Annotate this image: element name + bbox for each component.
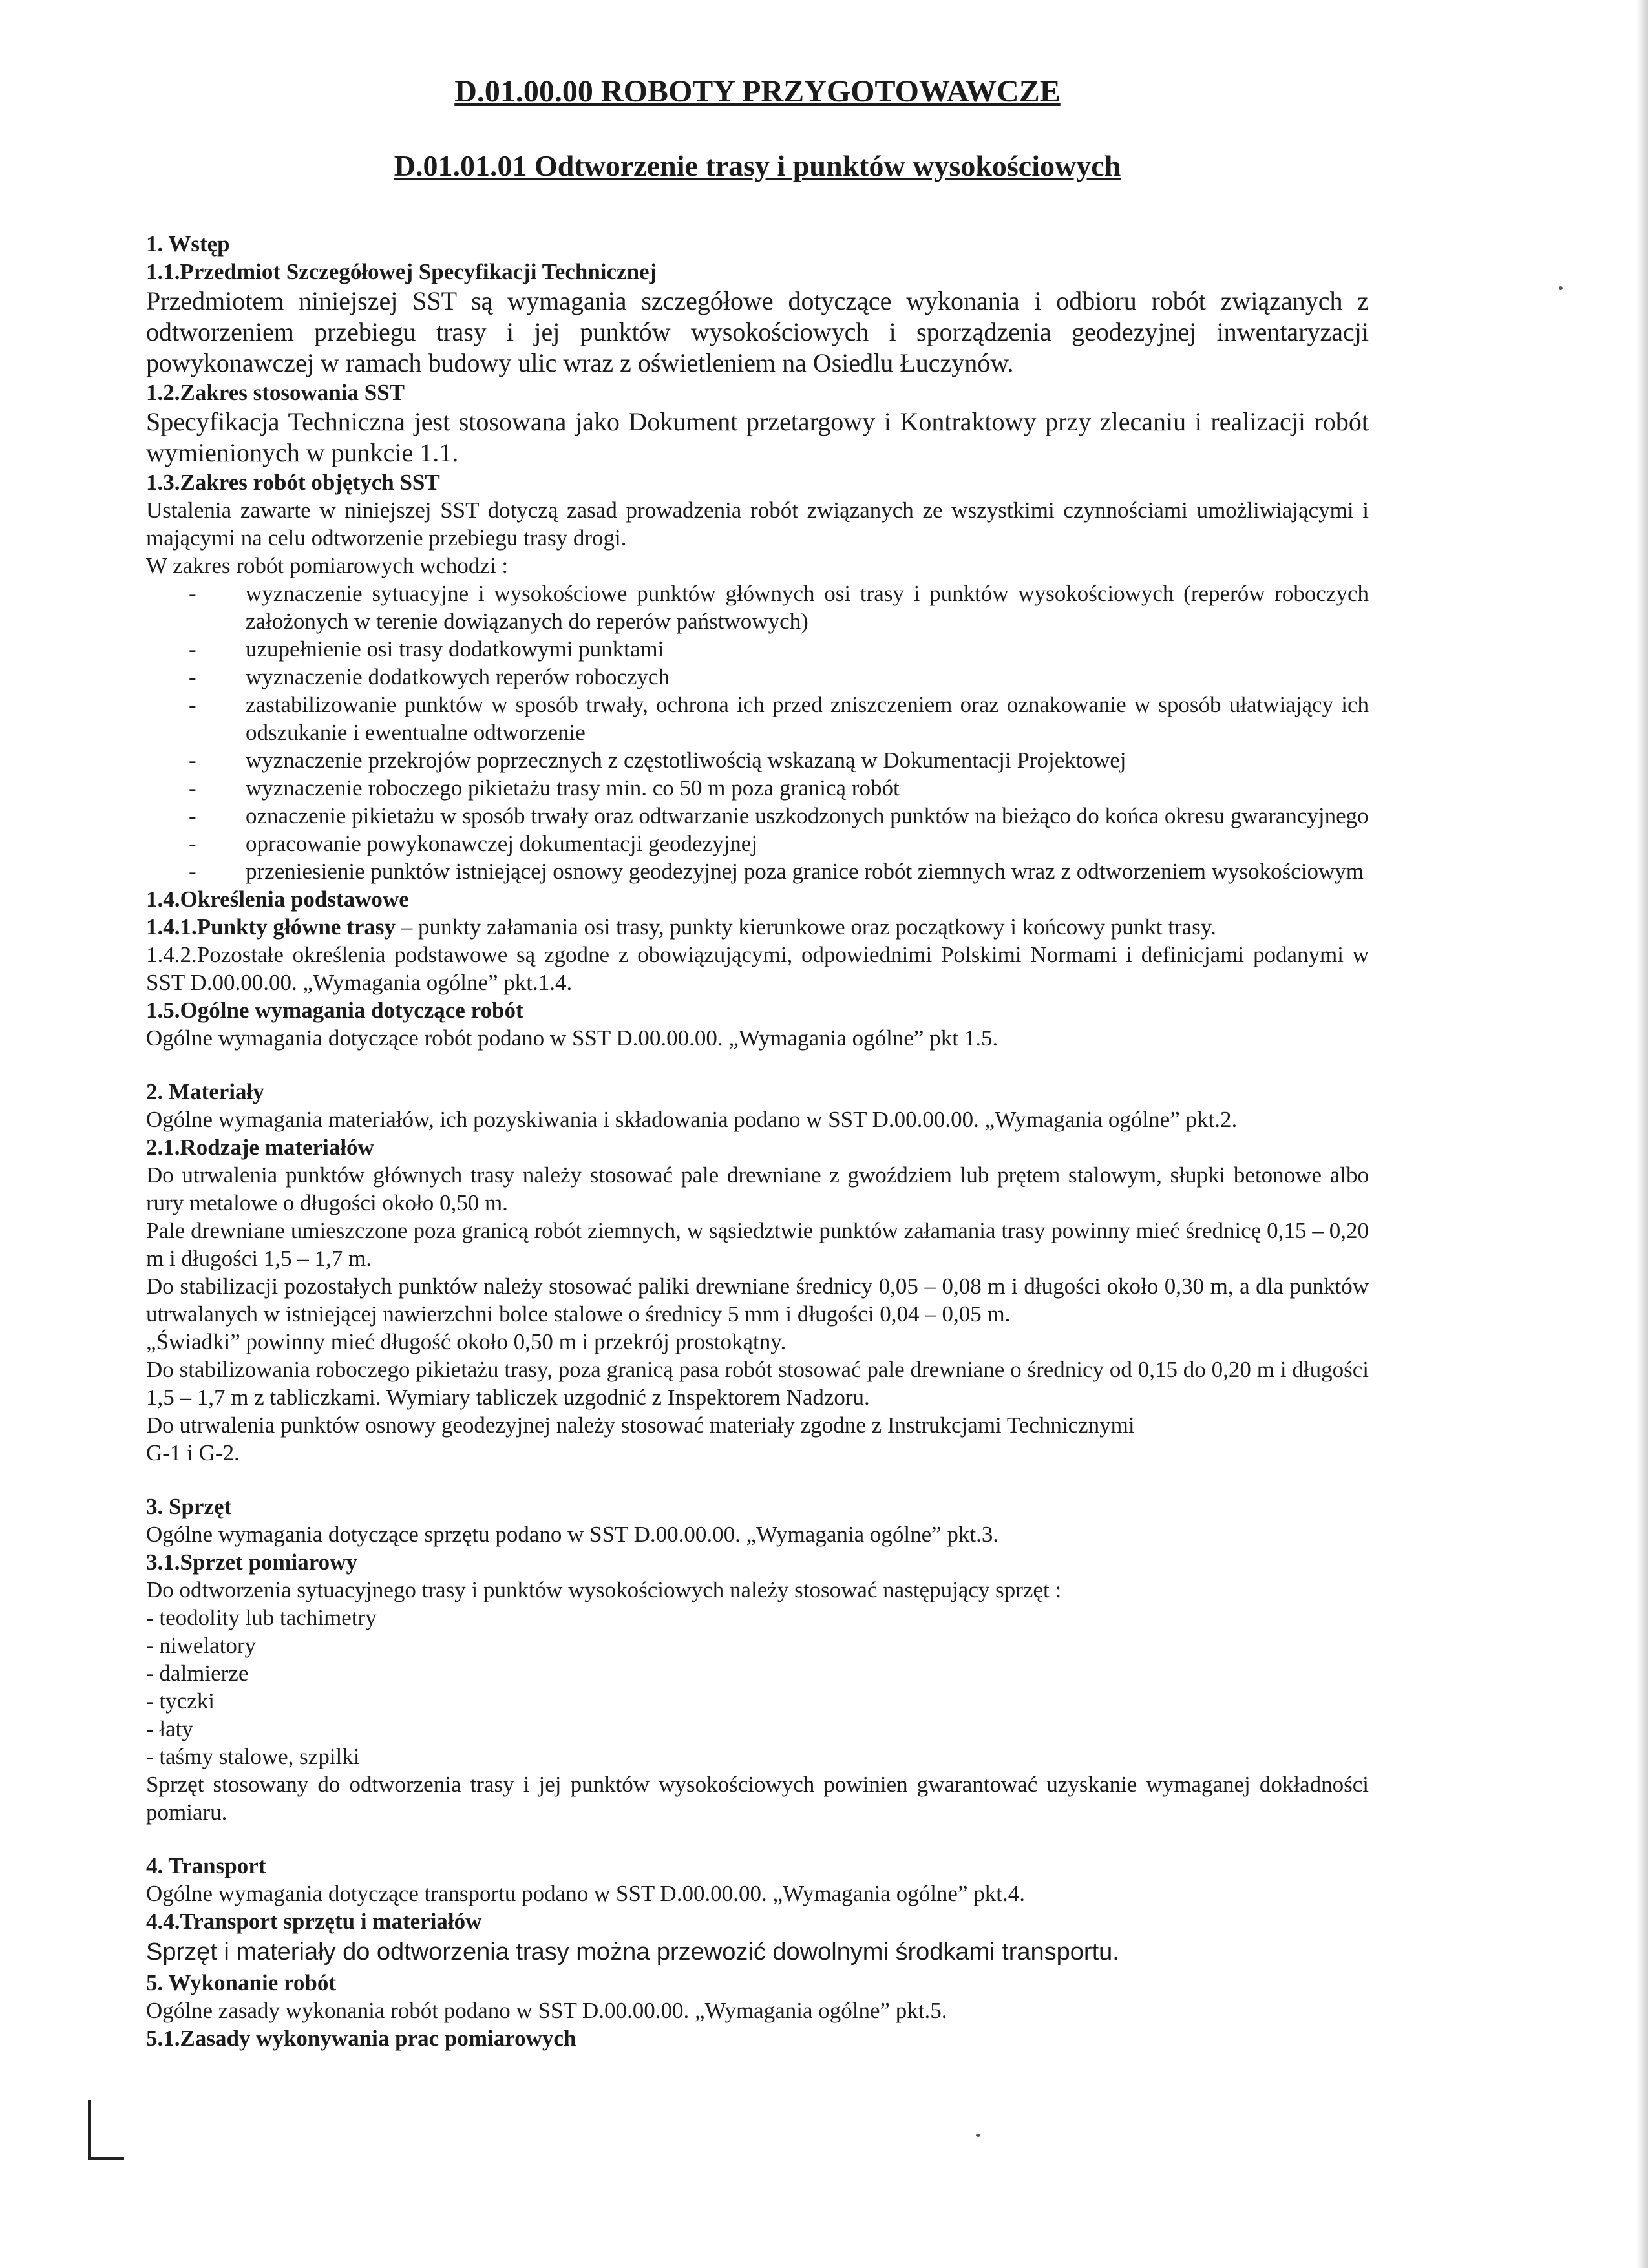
section-1-heading: 1. Wstęp <box>146 231 230 257</box>
section-2-1-paragraph: G-1 i G-2. <box>146 1440 240 1465</box>
section-1-3-heading: 1.3.Zakres robót objętych SST <box>146 470 440 495</box>
list-item: - tyczki <box>146 1688 215 1714</box>
section-3-heading: 3. Sprzęt <box>146 1494 232 1519</box>
list-item: - opracowanie powykonawczej dokumentacji geodezyjnej <box>146 830 1369 857</box>
list-item: - niwelatory <box>146 1633 257 1658</box>
section-3-text: Ogólne wymagania dotyczące sprzętu podano w SST D.00.00.00. „Wymagania ogólne” pkt.3. <box>146 1522 999 1547</box>
scan-corner-mark <box>88 2100 91 2159</box>
list-item: - wyznaczenie dodatkowych reperów roboczych <box>146 663 1369 691</box>
section-2-1-paragraph: Do utrwalenia punktów osnowy geodezyjnej należy stosować materiały zgodne z Instrukcjami Technicznymi <box>146 1412 1135 1438</box>
section-1-3-intro: W zakres robót pomiarowych wchodzi : <box>146 553 509 578</box>
section-2-1-paragraph: Do stabilizacji pozostałych punktów należy stosować paliki drewniane średnicy 0,05 – 0,08 m i długości około 0,30 m, a dla punktów utrwalanych w istniejącej nawierzchni bolce stalowe o średnicy 5 mm i długości 0,04 – 0,05 m. <box>146 1274 1369 1327</box>
section-1-1-heading: 1.1.Przedmiot Szczegółowej Specyfikacji Technicznej <box>146 259 657 284</box>
document-title: D.01.00.00 ROBOTY PRZYGOTOWAWCZE <box>454 74 1061 109</box>
section-2-1-paragraph: „Świadki” powinny mieć długość około 0,50 m i przekrój prostokątny. <box>146 1329 787 1354</box>
section-2-1-paragraph: Do stabilizowania roboczego pikietażu trasy, poza granicą pasa robót stosować pale drewniane o średnicy od 0,15 do 0,20 m i długości 1,5 – 1,7 m z tabliczkami. Wymiary tabliczek uzgodnić z Inspektorem Nadzoru. <box>146 1357 1369 1410</box>
scan-corner-mark-base <box>88 2157 124 2160</box>
document-page <box>146 72 1369 2052</box>
section-2-1-paragraph: Do utrwalenia punktów głównych trasy należy stosować pale drewniane z gwoździem lub prętem stalowym, słupki betonowe albo rury metalowe o długości około 0,50 m. <box>146 1162 1369 1215</box>
section-4-4-heading: 4.4.Transport sprzętu i materiałów <box>146 1909 482 1934</box>
section-1-5-heading: 1.5.Ogólne wymagania dotyczące robót <box>146 998 523 1023</box>
section-1-1-text: Przedmiotem niniejszej SST są wymagania szczegółowe dotyczące wykonania i odbioru robót związanych z odtworzeniem przebiegu trasy i jej punktów wysokościowych i sporządzenia geodezyjnej inwentaryzacji powykonawczej w ramach budowy ulic wraz z oświetleniem na Osiedlu Łuczynów. <box>146 286 1369 377</box>
equipment-list <box>146 1604 1369 1770</box>
section-1-4-1-text: – punkty załamania osi trasy, punkty kierunkowe oraz początkowy i końcowy punkt trasy. <box>396 914 1216 940</box>
scan-speck <box>1559 286 1563 290</box>
section-3-1-heading: 3.1.Sprzet pomiarowy <box>146 1549 357 1575</box>
scope-list <box>146 580 1369 885</box>
list-item: - wyznaczenie sytuacyjne i wysokościowe punktów głównych osi trasy i punktów wysokościowych (reperów roboczych założonych w terenie dowiązanych do reperów państwowych) <box>146 580 1369 635</box>
scan-speck <box>976 2134 980 2137</box>
list-item: - uzupełnienie osi trasy dodatkowymi punktami <box>146 635 1369 663</box>
section-1-2-heading: 1.2.Zakres stosowania SST <box>146 380 405 405</box>
section-2-text: Ogólne wymagania materiałów, ich pozyskiwania i składowania podano w SST D.00.00.00. „Wymagania ogólne” pkt.2. <box>146 1107 1238 1132</box>
section-5-1-heading: 5.1.Zasady wykonywania prac pomiarowych <box>146 2026 576 2051</box>
section-1-4-2-text: 1.4.2.Pozostałe określenia podstawowe są zgodne z obowiązującymi, odpowiednimi Polskimi Normami i definicjami podanymi w SST D.00.00.00. „Wymagania ogólne” pkt.1.4. <box>146 942 1369 995</box>
list-item: - taśmy stalowe, szpilki <box>146 1744 360 1769</box>
document-subtitle: D.01.01.01 Odtworzenie trasy i punktów wysokościowych <box>394 149 1121 182</box>
section-1-4-1-label: 1.4.1.Punkty główne trasy <box>146 914 396 940</box>
list-item: - dalmierze <box>146 1661 249 1686</box>
section-2-heading: 2. Materiały <box>146 1079 264 1104</box>
section-4-heading: 4. Transport <box>146 1853 266 1878</box>
list-item: - łaty <box>146 1716 193 1741</box>
section-2-1-paragraph: Pale drewniane umieszczone poza granicą robót ziemnych, w sąsiedztwie punktów załamania trasy powinny mieć średnicę 0,15 – 0,20 m i długości 1,5 – 1,7 m. <box>146 1218 1369 1271</box>
section-2-1-heading: 2.1.Rodzaje materiałów <box>146 1135 374 1160</box>
section-3-closing: Sprzęt stosowany do odtworzenia trasy i jej punktów wysokościowych powinien gwarantować uzyskanie wymaganej dokładności pomiaru. <box>146 1772 1369 1825</box>
list-item: - wyznaczenie przekrojów poprzecznych z częstotliwością wskazaną w Dokumentacji Projektowej <box>146 746 1369 774</box>
list-item: - wyznaczenie roboczego pikietażu trasy min. co 50 m poza granicą robót <box>146 774 1369 802</box>
section-1-5-text: Ogólne wymagania dotyczące robót podano w SST D.00.00.00. „Wymagania ogólne” pkt 1.5. <box>146 1025 998 1051</box>
list-item: - teodolity lub tachimetry <box>146 1605 377 1630</box>
section-3-1-intro: Do odtworzenia sytuacyjnego trasy i punktów wysokościowych należy stosować następujący sprzęt : <box>146 1577 1062 1602</box>
section-4-4-text: Sprzęt i materiały do odtworzenia trasy można przewozić dowolnymi środkami transportu. <box>146 1938 1119 1966</box>
section-5-text: Ogólne zasady wykonania robót podano w SST D.00.00.00. „Wymagania ogólne” pkt.5. <box>146 1998 947 2023</box>
section-1-3-text: Ustalenia zawarte w niniejszej SST dotyczą zasad prowadzenia robót związanych ze wszystkimi czynnościami umożliwiającymi i mającymi na celu odtworzenie przebiegu trasy drogi. <box>146 498 1369 551</box>
section-1-2-text: Specyfikacja Techniczna jest stosowana jako Dokument przetargowy i Kontraktowy przy zlecaniu i realizacji robót wymienionych w punkcie 1.1. <box>146 407 1369 467</box>
list-item: - przeniesienie punktów istniejącej osnowy geodezyjnej poza granice robót ziemnych wraz z odtworzeniem wysokościowym <box>146 857 1369 885</box>
section-5-heading: 5. Wykonanie robót <box>146 1970 336 1995</box>
section-4-text: Ogólne wymagania dotyczące transportu podano w SST D.00.00.00. „Wymagania ogólne” pkt.4. <box>146 1881 1025 1906</box>
section-1-4-1-paragraph <box>146 913 1369 941</box>
list-item: - zastabilizowanie punktów w sposób trwały, ochrona ich przed zniszczeniem oraz oznakowanie w sposób ułatwiający ich odszukanie i ewentualne odtworzenie <box>146 691 1369 746</box>
list-item: - oznaczenie pikietażu w sposób trwały oraz odtwarzanie uszkodzonych punktów na bieżąco do końca okresu gwarancyjnego <box>146 802 1369 830</box>
page-edge-shadow <box>1636 0 1648 2268</box>
section-1-4-heading: 1.4.Określenia podstawowe <box>146 887 409 912</box>
